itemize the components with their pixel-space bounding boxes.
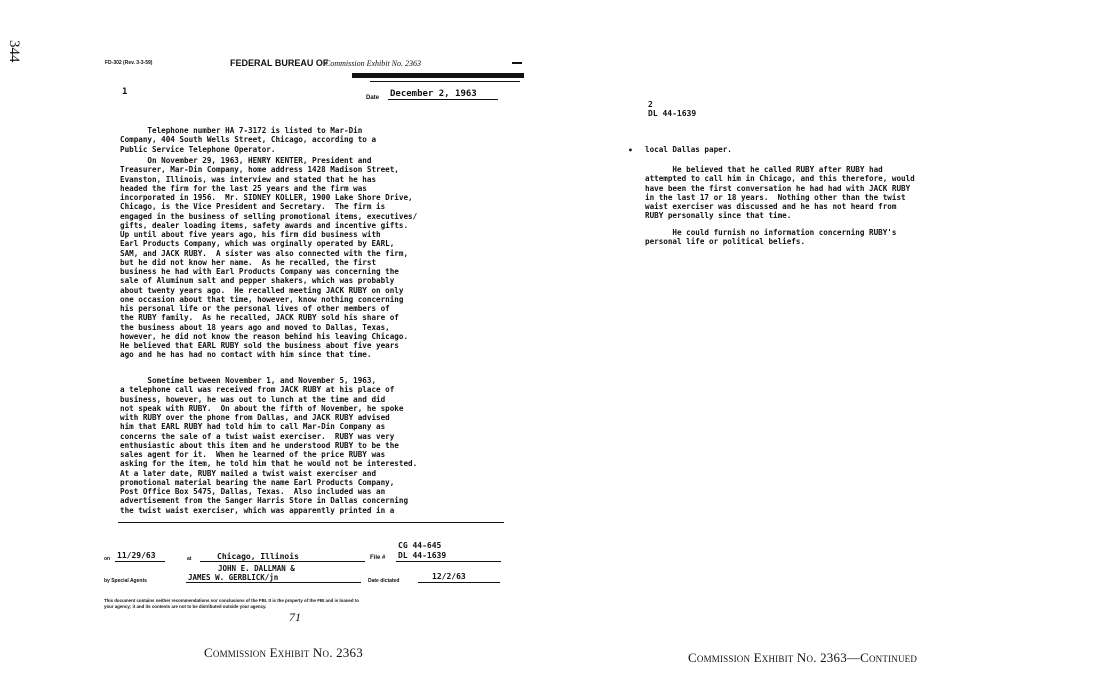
date-underline [388,99,498,100]
handwritten-page-mark: 71 [289,610,301,624]
file-number-1: CG 44-645 [398,541,442,550]
right-paragraph-3: He could furnish no information concerning RUBY's personal life or political beliefs. [645,228,897,247]
at-label: at [187,556,192,562]
report-date: December 2, 1963 [390,89,477,99]
interview-date: 11/29/63 [117,551,156,560]
place-field-line [200,561,365,562]
body-end-rule [118,522,504,523]
header-dash [512,62,522,64]
dictated-date: 12/2/63 [432,572,466,581]
caption-left: Commission Exhibit No. 2363 [204,645,363,660]
page-marker-left: 1 [122,87,128,97]
right-paragraph-1: local Dallas paper. [645,145,732,154]
agent-name-1: JOHN E. DALLMAN & [218,564,295,573]
date-field-line [115,561,165,562]
header-rule [370,81,520,82]
fbi-disclaimer: This document contains neither recommendations nor conclusions of the FBI. It is the property of the FBI and is loaned to your agency; it and its contents are not to be distributed outside your agency. [104,598,359,609]
file-label: File # [370,555,386,561]
agency-header: FEDERAL BUREAU OF [230,58,329,68]
right-file-number: DL 44-1639 [648,109,697,118]
volume-page-number: 344 [6,40,22,63]
agents-label: by Special Agents [104,578,147,584]
exhibit-inline-label: Commission Exhibit No. 2363 [325,59,422,68]
left-paragraph-2: On November 29, 1963, HENRY KENTER, President and Treasurer, Mar-Din Company, home address 1428 Madison Street, Evanston, Illinois, was interview and stated that he has headed the firm for the last 25 years and the firm was incorporated in 1956. Mr. SIDNEY KOLLER, 1900 Lake Shore Drive, Chicago, is the Vice President and Secretary. The firm is engaged in the business of selling promotional items, executives/ gifts, dealer loading items, safety awards and incentive gifts. Up until about five years ago, his firm did business with Earl Products Company, which was orginally operated by EARL, SAM, and JACK RUBY. A sister was also connected with the firm, but he did not know her name. As he recalled, the first business he had with Earl Products Company was concerning the sale of Aluminum salt and pepper shakers, which was probably about twenty years ago. He recalled meeting JACK RUBY on only one occasion about that time, however, know nothing concerning his personal life or the personal lives of other members of the RUBY family. As he recalled, JACK RUBY sold his share of the business about 18 years ago and moved to Dallas, Texas, however, he did not know the reason behind his leaving Chicago. He believed that EARL RUBY sold the business about five years ago and he has had no contact with him since that time. [120,156,418,360]
form-number: FD-302 (Rev. 3-3-59) [105,60,153,66]
dictated-field-line [418,582,500,583]
date-label: Date [366,95,380,101]
agent-name-2: JAMES W. GERBLICK/jn [188,573,279,582]
right-paragraph-2: He believed that he called RUBY after RUBY had attempted to call him in Chicago, and this therefore, would have been the first conversation he had had with JACK RUBY in the last 17 or 18 years. Nothing other than the twist waist exerciser was discussed and he has not heard from RUBY personally since that time. [645,165,915,221]
right-bullet: • [628,146,633,155]
file-number-2: DL 44-1639 [398,551,447,560]
on-label: on [104,556,111,562]
interview-place: Chicago, Illinois [217,552,299,561]
caption-right: Commission Exhibit No. 2363—Continued [688,650,918,665]
agents-field-line [186,582,361,583]
header-bar [352,73,524,78]
left-paragraph-1: Telephone number HA 7-3172 is listed to Mar-Din Company, 404 South Wells Street, Chicago, according to a Public Service Telephone Operator. [120,126,377,154]
file-field-line [396,561,501,562]
right-page-number: 2 [648,100,653,109]
left-paragraph-3: Sometime between November 1, and November 5, 1963, a telephone call was received from JACK RUBY at his place of business, however, he was out to lunch at the time and did not speak with RUBY. On about the fifth of November, he spoke with RUBY over the phone from Dallas, and JACK RUBY advised him that EARL RUBY had told him to call Mar-Din Company as concerns the sale of a twist waist exerciser. RUBY was very enthusiastic about this item and he understood RUBY to be the sales agent for it. When he learned of the price RUBY was asking for the item, he told him that he would not be interested. At a later date, RUBY mailed a twist waist exerciser and promotional material bearing the name Earl Products Company, Post Office Box 5475, Dallas, Texas. Also included was an advertisement from the Sanger Harris Store in Dallas concerning the twist waist exerciser, which was apparently printed in a [120,376,418,515]
dictated-label: Date dictated [368,578,400,584]
